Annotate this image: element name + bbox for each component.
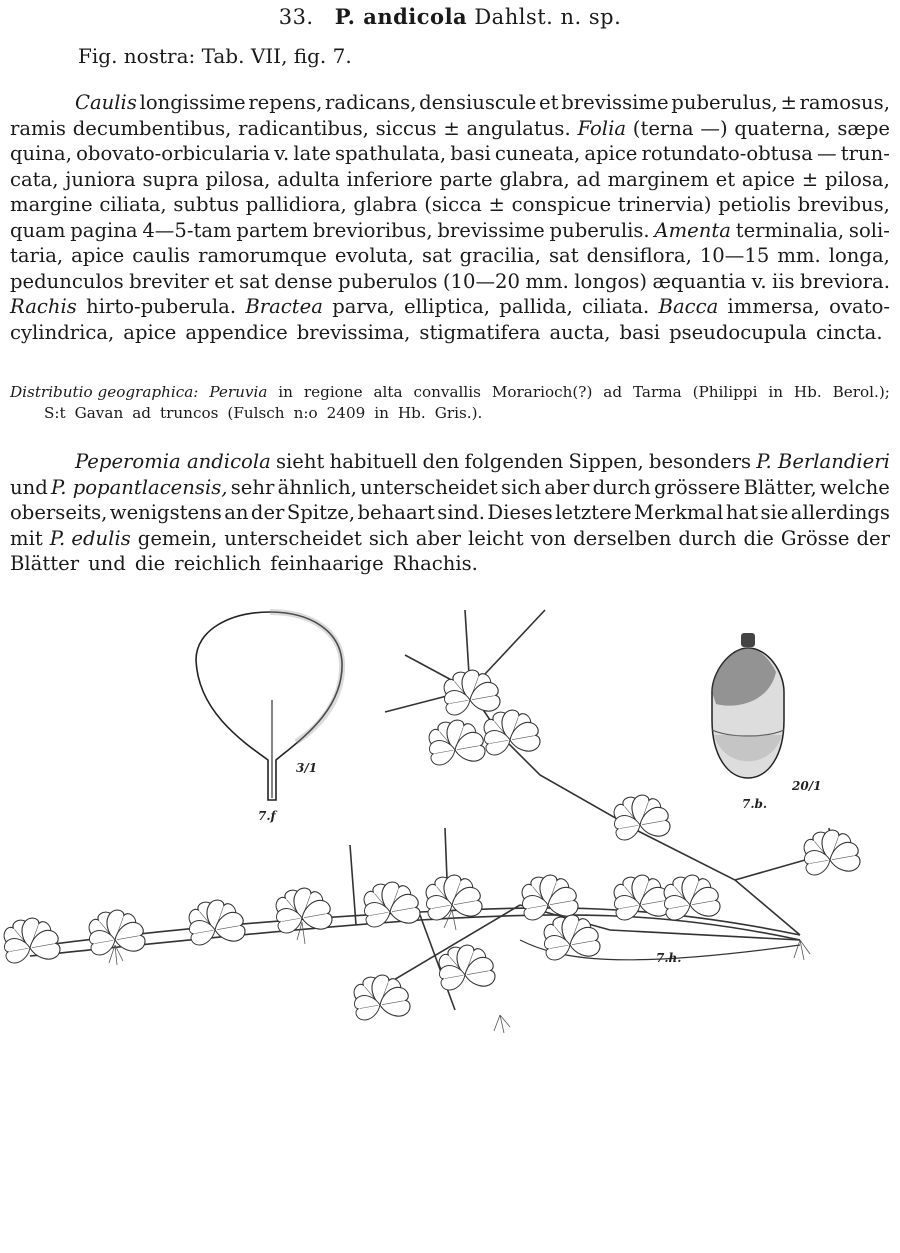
word: elliptica, <box>404 295 491 318</box>
word: Dieses <box>487 501 553 524</box>
word: pseudocupula <box>669 320 807 344</box>
word: Gavan <box>74 404 124 422</box>
word: late <box>293 142 331 165</box>
word: Caulis <box>75 91 137 114</box>
word: rotundato-obtusa <box>641 142 813 165</box>
word: sind. <box>437 501 486 524</box>
word: et <box>715 167 736 191</box>
word: ad <box>132 404 152 422</box>
word: æquantia <box>652 269 747 293</box>
word: regione <box>303 383 363 401</box>
word: und <box>10 475 48 499</box>
word: Sippen, <box>568 450 644 473</box>
word: breviora. <box>800 269 890 293</box>
text-line <box>10 218 890 244</box>
word: convallis <box>413 383 481 401</box>
word: trun- <box>840 142 890 165</box>
word: sich <box>501 475 541 499</box>
word: ad <box>576 167 601 191</box>
word: besonders <box>648 450 752 473</box>
word: glabra, <box>499 167 570 191</box>
word: Tarma <box>632 383 682 401</box>
word: taria, <box>10 244 64 267</box>
word: densiflora, <box>586 244 692 267</box>
word: —) <box>700 116 728 140</box>
word: oberseits, <box>10 501 108 524</box>
word: petiolis <box>718 193 791 216</box>
species-number: 33. <box>278 5 314 29</box>
word: trinervia) <box>617 193 712 216</box>
word: adulta <box>277 167 340 191</box>
text-line <box>10 449 890 475</box>
word: n:o <box>293 404 318 422</box>
word: brevioribus, <box>312 218 433 242</box>
text-line <box>10 116 890 142</box>
word: sæpe <box>837 116 890 140</box>
word: apice <box>741 167 795 191</box>
word: et <box>214 269 234 293</box>
german-commentary <box>10 449 890 577</box>
word: feinhaarige <box>270 552 384 575</box>
word: apice <box>584 142 638 165</box>
word: ± <box>801 167 819 191</box>
word: ramis <box>10 116 66 140</box>
word: aucta, <box>549 320 611 344</box>
word: marginem <box>607 167 709 191</box>
word: siccus <box>375 116 437 140</box>
word: Amenta <box>654 218 731 242</box>
leaf-figure-label: 7.f <box>258 809 276 823</box>
word: Distributio geographica: <box>10 383 199 401</box>
word: durch <box>678 526 737 550</box>
word: decumbentibus, <box>72 116 232 140</box>
word: ± <box>488 193 505 216</box>
word: habituell <box>329 450 418 473</box>
word: in <box>278 383 293 401</box>
word: alta <box>373 383 403 401</box>
latin-description <box>10 90 890 345</box>
word: letztere <box>555 501 632 524</box>
word: P. edulis <box>49 526 131 550</box>
word: Gris.). <box>434 404 483 422</box>
word: in <box>768 383 783 401</box>
word: (Fulsch <box>227 404 285 422</box>
geographic-distribution <box>10 382 890 424</box>
word: radicans, <box>325 91 417 114</box>
word: ± <box>443 116 460 140</box>
word: brevissime <box>437 218 545 242</box>
word: in <box>374 404 389 422</box>
text-line <box>10 141 890 167</box>
text-line <box>10 475 890 501</box>
word: — <box>817 142 837 165</box>
word: puberulis. <box>549 218 650 242</box>
word: ± <box>780 91 797 114</box>
word: quaterna, <box>734 116 831 140</box>
text-line <box>10 167 890 193</box>
leaf-scale-label: 3/1 <box>296 761 318 775</box>
word: brevibus, <box>797 193 890 216</box>
word: parte <box>439 167 493 191</box>
word: Grösse <box>780 526 850 550</box>
word: angulatus. <box>466 116 571 140</box>
text-line <box>10 551 890 577</box>
word: S:t <box>44 404 66 422</box>
word: glabra <box>353 193 418 216</box>
word: derselben <box>573 526 672 550</box>
species-author: Dahlst. n. sp. <box>474 5 622 29</box>
word: (sicca <box>424 193 482 216</box>
word: iis <box>772 269 795 293</box>
berry-scale-label: 20/1 <box>792 779 822 793</box>
text-line <box>10 526 890 552</box>
word: basi <box>450 142 491 165</box>
word: von <box>530 526 567 550</box>
text-line <box>10 320 890 346</box>
word: Hb. <box>397 404 426 422</box>
text-line <box>10 294 890 320</box>
word: v. <box>751 269 767 293</box>
word: parva, <box>332 295 395 318</box>
word: der <box>856 526 890 550</box>
word: leicht <box>468 526 524 550</box>
word: partem <box>236 218 309 242</box>
word: unterscheidet <box>360 475 498 499</box>
word: juniora <box>65 167 136 191</box>
word: caulis <box>132 244 191 267</box>
word: ramorumque <box>198 244 327 267</box>
word: hirto-puberula. <box>86 295 237 318</box>
word: hat <box>725 501 759 524</box>
word: inferiore <box>346 167 433 191</box>
word: gemein, <box>137 526 218 550</box>
word: Bractea <box>245 295 323 318</box>
word: Rachis <box>10 295 77 318</box>
berry-figure-label: 7.b. <box>742 797 768 811</box>
word: pallida, <box>499 295 573 318</box>
word: Folia <box>577 116 627 140</box>
word: evoluta, <box>334 244 414 267</box>
word: pilosa, <box>205 167 271 191</box>
word: behaart <box>357 501 435 524</box>
word: sie <box>760 501 789 524</box>
leaf-detail-figure <box>196 612 342 823</box>
word: Berol.); <box>832 383 890 401</box>
word: terminalia, <box>735 218 845 242</box>
word: cylindrica, <box>10 320 115 344</box>
word: (Philippi <box>692 383 758 401</box>
word: repens, <box>248 91 323 114</box>
word: Rhachis. <box>392 552 478 575</box>
word: welche <box>820 475 890 499</box>
word: pallidiora, <box>245 193 347 216</box>
word: sich <box>368 526 409 550</box>
word: und <box>88 552 126 575</box>
word: margine <box>10 193 93 216</box>
word: basi <box>619 320 661 344</box>
figure-reference: Fig. nostra: Tab. VII, fig. 7. <box>78 44 352 68</box>
text-line <box>10 192 890 218</box>
word: den <box>422 450 460 473</box>
word: obovato-orbicularia <box>76 142 271 165</box>
word: Blätter, <box>743 475 817 499</box>
word: unterscheidet <box>224 526 362 550</box>
word: radicantibus, <box>238 116 369 140</box>
word: Morarioch(?) <box>491 383 593 401</box>
word: Bacca <box>658 295 719 318</box>
word: pagina <box>70 218 138 242</box>
word: Peperomia andicola <box>75 450 271 473</box>
word: Peruvia <box>209 383 268 401</box>
berry-detail-figure <box>712 633 821 811</box>
word: brevissima, <box>296 320 411 344</box>
word: die <box>743 526 774 550</box>
word: et <box>539 91 559 114</box>
word: reichlich <box>174 552 262 575</box>
word: Merkmal <box>634 501 724 524</box>
word: immersa, <box>727 295 820 318</box>
word: sat <box>548 244 579 267</box>
word: ovato- <box>829 295 890 318</box>
word: ciliata. <box>582 295 650 318</box>
word: stigmatifera <box>419 320 541 344</box>
word: mm. <box>525 269 569 293</box>
word: ad <box>603 383 623 401</box>
word: (terna <box>632 116 694 140</box>
word: ähnlich, <box>277 475 357 499</box>
word: Hb. <box>793 383 822 401</box>
word: puberulos <box>338 269 438 293</box>
word: P. popantlacensis, <box>51 475 228 499</box>
word: puberulus, <box>671 91 778 114</box>
word: spathulata, <box>334 142 447 165</box>
word: 4—5-tam <box>142 218 232 242</box>
word: supra <box>142 167 199 191</box>
word: gracilia, <box>459 244 541 267</box>
word: truncos <box>160 404 219 422</box>
word: ramosus, <box>799 91 890 114</box>
word: der <box>250 501 285 524</box>
word: appendice <box>185 320 288 344</box>
word: longissime <box>139 91 246 114</box>
text-line <box>10 500 890 526</box>
word: breviter <box>129 269 209 293</box>
word: (10—20 <box>442 269 520 293</box>
word: brevissime <box>561 91 669 114</box>
word: quam <box>10 218 66 242</box>
word: soli- <box>848 218 890 242</box>
word: densiuscule <box>419 91 537 114</box>
word: aber <box>544 475 590 499</box>
word: durch <box>592 475 651 499</box>
word: sieht <box>275 450 325 473</box>
species-heading <box>0 4 900 29</box>
word: an <box>224 501 249 524</box>
text-line <box>10 243 890 269</box>
text-line <box>10 90 890 116</box>
text-line <box>10 403 890 424</box>
word: v. <box>274 142 290 165</box>
word: dense <box>274 269 333 293</box>
word: P. Berlandieri <box>756 450 890 473</box>
word: Blätter <box>10 552 80 575</box>
word: ciliata, <box>99 193 167 216</box>
word: 2409 <box>326 404 366 422</box>
habit-figure-label: 7.h. <box>656 951 682 965</box>
text-line <box>10 382 890 403</box>
word: subtus <box>173 193 240 216</box>
word: 10—15 <box>699 244 770 267</box>
word: Spitze, <box>286 501 356 524</box>
word: quina, <box>10 142 72 165</box>
word: cata, <box>10 167 59 191</box>
word: mit <box>10 526 43 550</box>
word: sat <box>422 244 452 267</box>
word: folgenden <box>464 450 564 473</box>
botanical-plate <box>0 595 900 1065</box>
word: allerdings <box>790 501 890 524</box>
word: wenigstens <box>109 501 222 524</box>
word: longos) <box>574 269 647 293</box>
word: cincta. <box>815 320 883 344</box>
word: sehr <box>230 475 275 499</box>
word: cuneata, <box>494 142 581 165</box>
species-name: P. andicola <box>334 4 468 29</box>
word: die <box>134 552 166 575</box>
word: pilosa, <box>824 167 890 191</box>
text-line <box>10 269 890 295</box>
word: apice <box>71 244 125 267</box>
word: sat <box>239 269 269 293</box>
word: aber <box>415 526 461 550</box>
word: grössere <box>654 475 741 499</box>
word: mm. <box>777 244 821 267</box>
word: longa, <box>828 244 890 267</box>
word: apice <box>123 320 177 344</box>
word: conspicue <box>511 193 612 216</box>
word: pedunculos <box>10 269 124 293</box>
